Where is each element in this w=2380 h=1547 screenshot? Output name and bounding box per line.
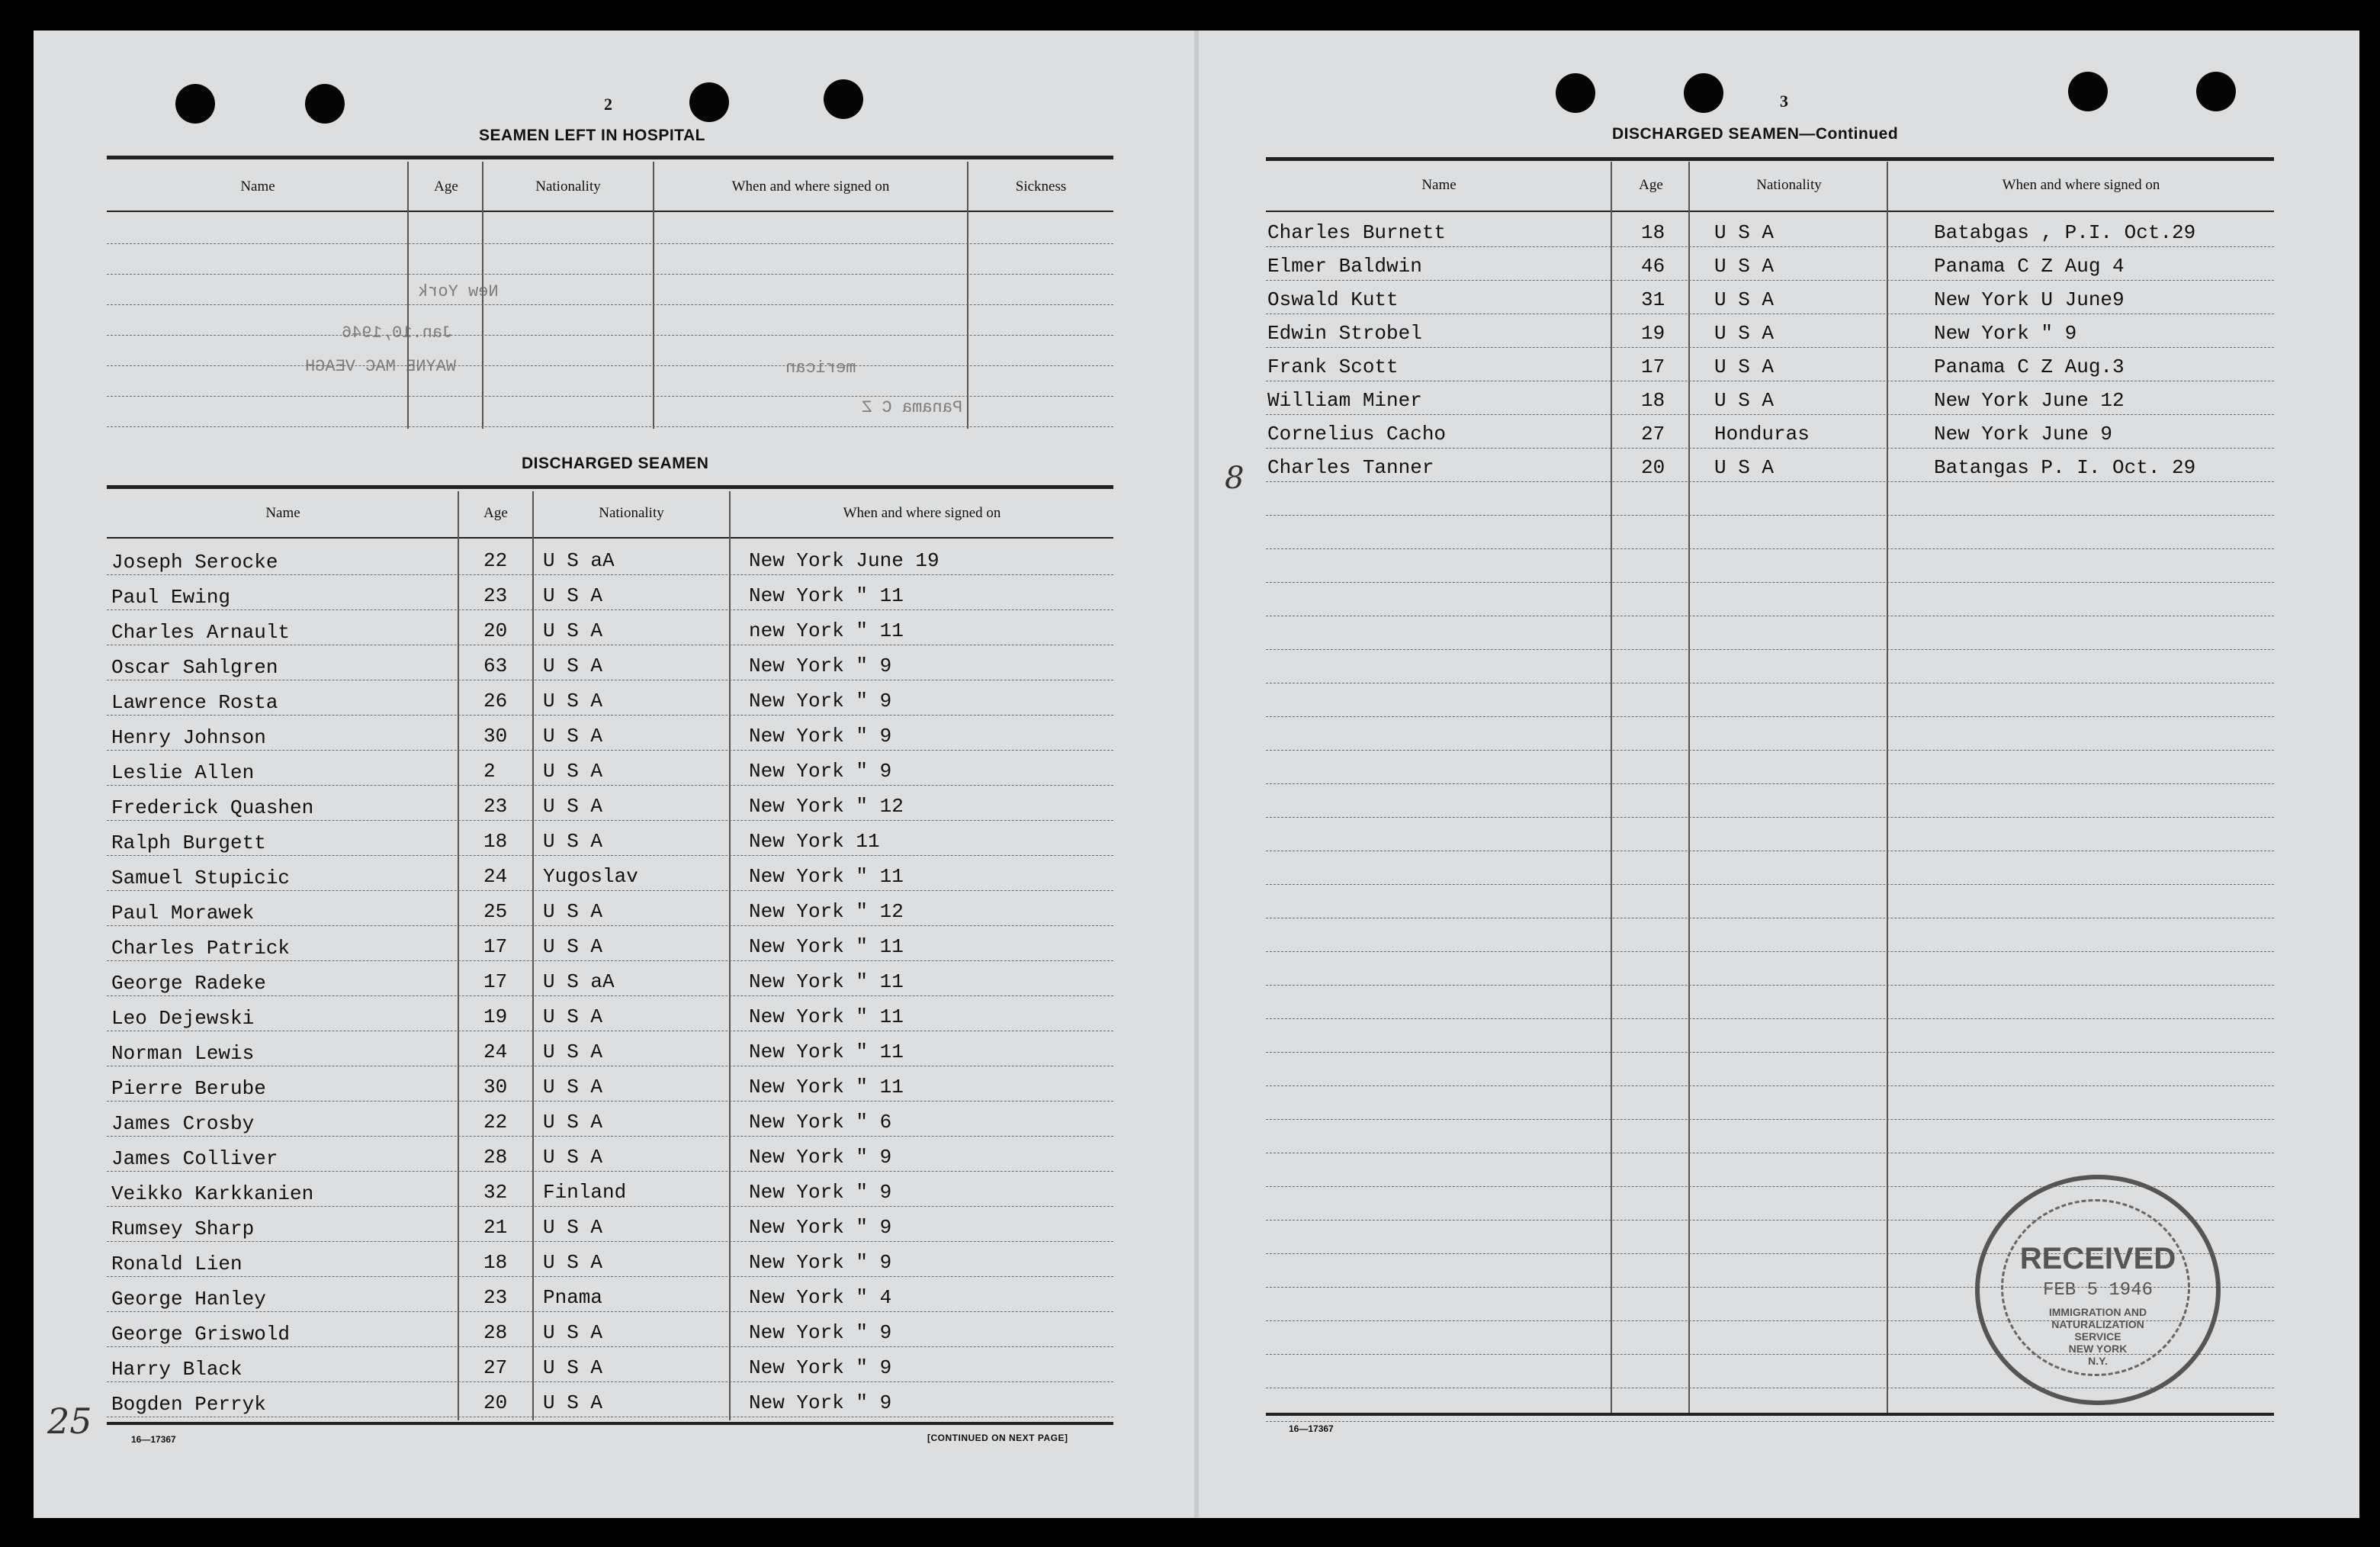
seaman-signed-on: New York U June9 [1934,288,2125,311]
seaman-nationality: U S A [543,1251,603,1274]
seaman-name: Paul Morawek [111,902,255,925]
punch-hole [2068,72,2108,111]
seaman-name: Oswald Kutt [1267,288,1399,311]
empty-row [1266,1053,2274,1086]
empty-row [1266,1120,2274,1153]
seaman-signed-on: New York " 9 [749,1181,892,1204]
seaman-signed-on: Panama C Z Aug 4 [1934,255,2125,278]
seaman-signed-on: New York " 9 [749,1251,892,1274]
seaman-name: James Crosby [111,1112,255,1135]
seaman-age: 23 [483,1286,508,1309]
seaman-signed-on: New York " 9 [1934,322,2077,345]
hospital-empty-row [107,365,1113,366]
seaman-nationality: U S aA [543,970,615,993]
seaman-nationality: U S A [543,1356,603,1379]
seaman-nationality: U S A [1714,288,1775,311]
seaman-age: 22 [483,1111,508,1134]
punch-hole [1684,73,1723,113]
seaman-name: Edwin Strobel [1267,322,1422,345]
empty-row [1266,1086,2274,1120]
seaman-signed-on: New York " 9 [749,1321,892,1344]
discharged-header-age: Age [483,505,508,521]
seaman-nationality: U S aA [543,549,615,572]
seaman-nationality: Honduras [1714,423,1810,445]
right-header-name: Name [1421,177,1457,193]
seaman-signed-on: new York " 11 [749,619,904,642]
seaman-nationality: U S A [543,900,603,923]
seaman-nationality: U S A [543,690,603,712]
empty-row [1266,549,2274,583]
hospital-header-name: Name [240,178,275,195]
seaman-signed-on: New York " 9 [749,760,892,783]
stamp-agency-line: SERVICE [2074,1330,2121,1343]
seaman-signed-on: New York June 19 [749,549,939,572]
table-row [107,1031,1113,1066]
seaman-name: Leo Dejewski [111,1007,255,1030]
hospital-header-sickness: Sickness [1015,178,1067,195]
discharged-header-name: Name [265,505,300,521]
hospital-col-divider [653,162,654,429]
seaman-signed-on: New York " 11 [749,584,904,607]
punch-hole [2196,72,2236,111]
seaman-age: 24 [483,865,508,888]
seaman-name: Harry Black [111,1358,242,1381]
seaman-nationality: U S A [543,1391,603,1414]
seaman-nationality: U S A [1714,322,1775,345]
hospital-empty-row [107,334,1113,336]
seaman-age: 27 [1641,423,1665,445]
seaman-age: 20 [483,1391,508,1414]
seaman-nationality: U S A [543,1146,603,1169]
empty-row [1266,952,2274,986]
seaman-age: 2 [483,760,496,783]
hospital-empty-row [107,243,1113,244]
seaman-age: 30 [483,1076,508,1098]
seaman-age: 18 [483,830,508,853]
seaman-signed-on: New York " 6 [749,1111,892,1134]
empty-row [1266,818,2274,851]
seaman-name: Leslie Allen [111,761,255,784]
seaman-signed-on: New York " 9 [749,1356,892,1379]
seaman-name: Charles Burnett [1267,221,1447,244]
seaman-age: 32 [483,1181,508,1204]
seaman-signed-on: New York June 12 [1934,389,2125,412]
seaman-age: 20 [1641,456,1665,479]
seaman-signed-on: New York " 12 [749,795,904,818]
empty-row [1266,616,2274,650]
punch-hole [689,82,729,122]
right-header-age: Age [1639,177,1663,193]
seaman-age: 26 [483,690,508,712]
seaman-age: 19 [1641,322,1665,345]
seaman-signed-on: New York " 9 [749,1146,892,1169]
punch-hole [175,84,215,124]
seaman-signed-on: Batabgas , P.I. Oct.29 [1934,221,2196,244]
stamp-date: FEB 5 1946 [2042,1280,2154,1301]
seaman-name: Oscar Sahlgren [111,656,278,679]
hospital-title: SEAMEN LEFT IN HOSPITAL [479,127,705,144]
seaman-nationality: Finland [543,1181,627,1204]
seaman-name: Cornelius Cacho [1267,423,1447,445]
seaman-age: 18 [483,1251,508,1274]
seaman-name: George Hanley [111,1288,266,1311]
seaman-age: 20 [483,619,508,642]
seaman-name: George Radeke [111,972,266,995]
seaman-nationality: U S A [543,1321,603,1344]
seaman-nationality: U S A [543,1216,603,1239]
seaman-nationality: U S A [543,1005,603,1028]
seaman-name: Norman Lewis [111,1042,255,1065]
seaman-signed-on: New York " 9 [749,654,892,677]
page-number: 2 [604,95,612,114]
seaman-nationality: U S A [543,1076,603,1098]
seaman-name: Rumsey Sharp [111,1217,255,1240]
table-row [107,891,1113,926]
empty-row [1266,885,2274,918]
seaman-signed-on: New York " 11 [749,1005,904,1028]
seaman-signed-on: New York " 9 [749,725,892,748]
seaman-age: 24 [483,1040,508,1063]
seaman-nationality: U S A [1714,255,1775,278]
margin-note: 25 [47,1401,92,1442]
seaman-nationality: U S A [1714,355,1775,378]
table-row [107,996,1113,1031]
table-row [107,575,1113,610]
right-header-rule [1266,211,2274,212]
hospital-header-nationality: Nationality [535,178,601,195]
seaman-nationality: U S A [543,935,603,958]
stamp-agency-line: N.Y. [2088,1355,2108,1367]
seaman-nationality: U S A [543,725,603,748]
seaman-signed-on: New York " 9 [749,1216,892,1239]
hospital-header-rule [107,211,1113,212]
seaman-name: Paul Ewing [111,586,231,609]
seaman-age: 22 [483,549,508,572]
seaman-name: James Colliver [111,1147,278,1170]
hospital-empty-row [107,304,1113,305]
punch-hole [824,79,863,119]
seaman-name: Samuel Stupicic [111,867,291,889]
seaman-nationality: U S A [543,1040,603,1063]
seaman-nationality: U S A [1714,221,1775,244]
form-number: 16—17367 [131,1434,176,1445]
right-header-nationality: Nationality [1756,177,1822,193]
empty-row [1266,516,2274,549]
seaman-name: William Miner [1267,389,1422,412]
table-row [107,751,1113,786]
seaman-age: 63 [483,654,508,677]
seaman-nationality: U S A [543,619,603,642]
empty-row [1266,986,2274,1019]
seaman-age: 18 [1641,389,1665,412]
seaman-name: Frank Scott [1267,355,1399,378]
seaman-signed-on: New York " 12 [749,900,904,923]
discharged-header-nationality: Nationality [599,505,664,521]
seaman-signed-on: New York June 9 [1934,423,2113,445]
seaman-age: 19 [483,1005,508,1028]
seaman-age: 46 [1641,255,1665,278]
bleed-through-text: WAYNE MAC VEAGH [305,357,457,376]
seaman-age: 23 [483,584,508,607]
seaman-age: 27 [483,1356,508,1379]
bleed-through-text: Jan.10,1946 [342,323,453,343]
discharged-header-rule [107,537,1113,539]
empty-row [1266,918,2274,952]
seaman-name: Frederick Quashen [111,796,314,819]
hospital-header-when-where: When and where signed on [731,178,890,195]
title-suffix: —Continued [1799,125,1899,143]
hospital-top-rule [107,156,1113,159]
seaman-age: 31 [1641,288,1665,311]
seaman-signed-on: New York " 9 [749,690,892,712]
table-row [107,1347,1113,1382]
table-row [107,1242,1113,1277]
seaman-signed-on: Batangas P. I. Oct. 29 [1934,456,2196,479]
seaman-signed-on: New York " 11 [749,935,904,958]
bleed-through-text: merican [785,359,856,378]
empty-row [1266,583,2274,616]
seaman-name: Bogden Perryk [111,1393,266,1416]
seaman-name: George Griswold [111,1323,291,1346]
seaman-age: 18 [1641,221,1665,244]
empty-row [1266,482,2274,516]
margin-note: 8 [1225,461,1245,496]
seaman-age: 30 [483,725,508,748]
seaman-name: Pierre Berube [111,1077,266,1100]
form-number: 16—17367 [1289,1423,1334,1434]
stamp-heading: RECEIVED [2019,1242,2176,1275]
empty-row [1266,851,2274,885]
seaman-name: Charles Tanner [1267,456,1434,479]
table-row [107,1102,1113,1137]
continued-note: [CONTINUED ON NEXT PAGE] [927,1433,1068,1443]
seaman-nationality: U S A [1714,456,1775,479]
hospital-empty-row [107,395,1113,397]
seaman-name: Henry Johnson [111,726,266,749]
seaman-age: 17 [1641,355,1665,378]
seaman-age: 25 [483,900,508,923]
seaman-signed-on: New York " 11 [749,1076,904,1098]
hospital-empty-row [107,426,1113,427]
seaman-nationality: U S A [543,830,603,853]
bleed-through-text: Panama C Z [862,398,963,417]
seaman-nationality: U S A [543,654,603,677]
seaman-nationality: U S A [543,584,603,607]
seaman-signed-on: Panama C Z Aug.3 [1934,355,2125,378]
right-header-when-where: When and where signed on [2002,177,2160,193]
seaman-name: Joseph Serocke [111,551,278,574]
discharged-title: DISCHARGED SEAMEN [522,455,709,472]
seaman-nationality: Pnama [543,1286,603,1309]
punch-hole [305,84,345,124]
empty-row [1266,683,2274,717]
seaman-signed-on: New York " 11 [749,865,904,888]
hospital-col-divider [967,162,968,429]
seaman-nationality: U S A [543,760,603,783]
empty-row [1266,717,2274,751]
page-number: 3 [1780,92,1788,111]
stamp-agency-line: IMMIGRATION AND [2048,1306,2147,1318]
title-text: DISCHARGED SEAMEN [1612,125,1800,143]
seaman-age: 28 [483,1146,508,1169]
seaman-name: Ronald Lien [111,1253,242,1275]
seaman-age: 17 [483,970,508,993]
discharged-top-rule [107,485,1113,489]
seaman-nationality: U S A [1714,389,1775,412]
seaman-name: Ralph Burgett [111,831,266,854]
bleed-through-text: New York [418,282,499,301]
seaman-name: Charles Arnault [111,621,291,644]
punch-hole [1556,73,1595,113]
seaman-name: Charles Patrick [111,937,291,960]
seaman-age: 28 [483,1321,508,1344]
seaman-age: 23 [483,795,508,818]
discharged-bottom-rule [107,1422,1113,1425]
seaman-signed-on: New York " 9 [749,1391,892,1414]
empty-row [1266,1019,2274,1053]
seaman-nationality: Yugoslav [543,865,638,888]
table-row [107,1207,1113,1242]
seaman-signed-on: New York " 4 [749,1286,892,1309]
seaman-name: Lawrence Rosta [111,691,278,714]
empty-row [1266,650,2274,683]
hospital-col-divider [407,162,409,429]
seaman-name: Veikko Karkkanien [111,1182,314,1205]
seaman-nationality: U S A [543,1111,603,1134]
seaman-signed-on: New York " 11 [749,970,904,993]
stamp-agency-line: NATURALIZATION [2051,1318,2144,1330]
discharged-header-when-where: When and where signed on [843,505,1001,521]
empty-row [1266,751,2274,784]
seaman-age: 17 [483,935,508,958]
discharged-continued-title [1612,125,1898,143]
seaman-signed-on: New York 11 [749,830,880,853]
right-bottom-rule [1266,1413,2274,1416]
right-top-rule [1266,157,2274,161]
seaman-age: 21 [483,1216,508,1239]
seaman-name: Elmer Baldwin [1267,255,1422,278]
hospital-empty-row [107,273,1113,275]
seaman-nationality: U S A [543,795,603,818]
empty-row [1266,784,2274,818]
received-stamp [1975,1175,2221,1405]
stamp-agency-line: NEW YORK [2068,1343,2128,1355]
seaman-signed-on: New York " 11 [749,1040,904,1063]
hospital-header-age: Age [434,178,458,195]
page-spine [1194,31,1199,1518]
